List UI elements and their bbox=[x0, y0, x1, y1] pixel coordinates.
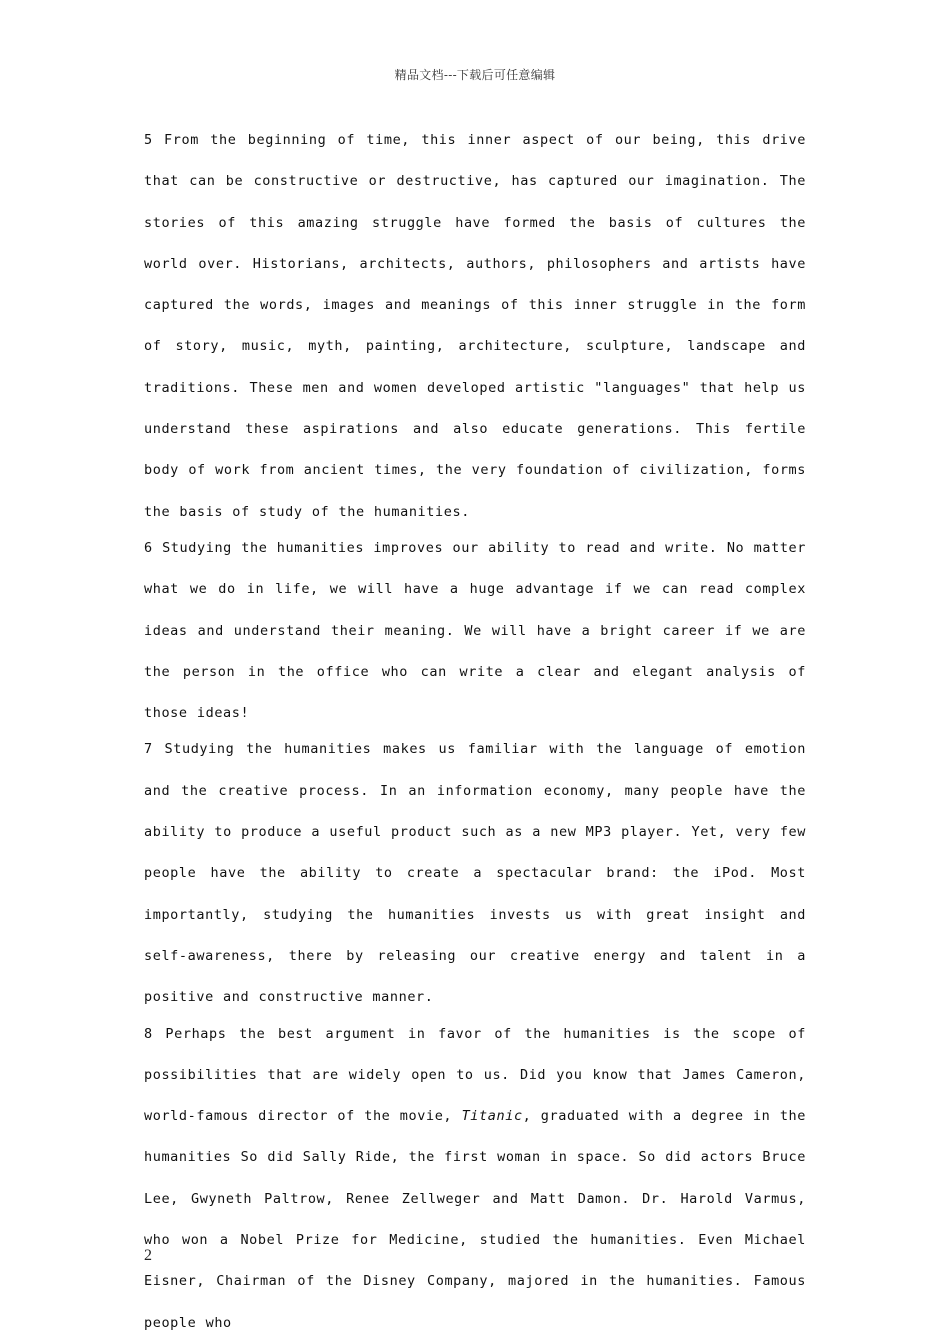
paragraph-8-before: 8 Perhaps the best argument in favor of the humanities is the scope of possibilities that are widely open to us. Did you know that James Cameron, world-famous director of the movie, bbox=[144, 1025, 806, 1125]
body-text bbox=[144, 120, 806, 1344]
paragraph-6: 6 Studying the humanities improves our ability to read and write. No matter what we do in life, we will have a huge advantage if we can read complex ideas and understand their meaning. We will have a bright career if we are the person in the office who can write a clear and elegant analysis of those ideas! bbox=[144, 539, 806, 722]
page-header: 精品文档---下载后可任意编辑 bbox=[394, 68, 556, 82]
paragraph-5: 5 From the beginning of time, this inner aspect of our being, this drive that can be constructive or destructive, has captured our imagination. The stories of this amazing struggle have formed the basis of cultures the world over. Historians, architects, authors, philosophers and artists have captured the words, images and meanings of this inner struggle in the form of story, music, myth, painting, architecture, sculpture, landscape and traditions. These men and women developed artistic "languages" that help us understand these aspirations and also educate generations. This fertile body of work from ancient times, the very foundation of civilization, forms the basis of study of the humanities. bbox=[144, 132, 806, 520]
movie-title: Titanic bbox=[461, 1108, 523, 1125]
paragraph-8-after: , graduated with a degree in the humanities So did Sally Ride, the first woman in space. So did actors Bruce Lee, Gwyneth Paltrow, Renee Zellweger and Matt Damon. Dr. Harold Varmus, who won a Nobel Prize for Medicine, studied the humanities. Even Michael Eisner, Chairman of the Disney Company, majored in the humanities. Famous people who bbox=[144, 1108, 806, 1331]
paragraph-8 bbox=[144, 1014, 806, 1344]
page-number: 2 bbox=[144, 1247, 152, 1264]
paragraph-7: 7 Studying the humanities makes us familiar with the language of emotion and the creative process. In an information economy, many people have the ability to produce a useful product such as a new MP3 player. Yet, very few people have the ability to create a spectacular brand: the iPod. Most importantly, studying the humanities invests us with great insight and self-awareness, there by releasing our creative energy and talent in a positive and constructive manner. bbox=[144, 741, 806, 1006]
